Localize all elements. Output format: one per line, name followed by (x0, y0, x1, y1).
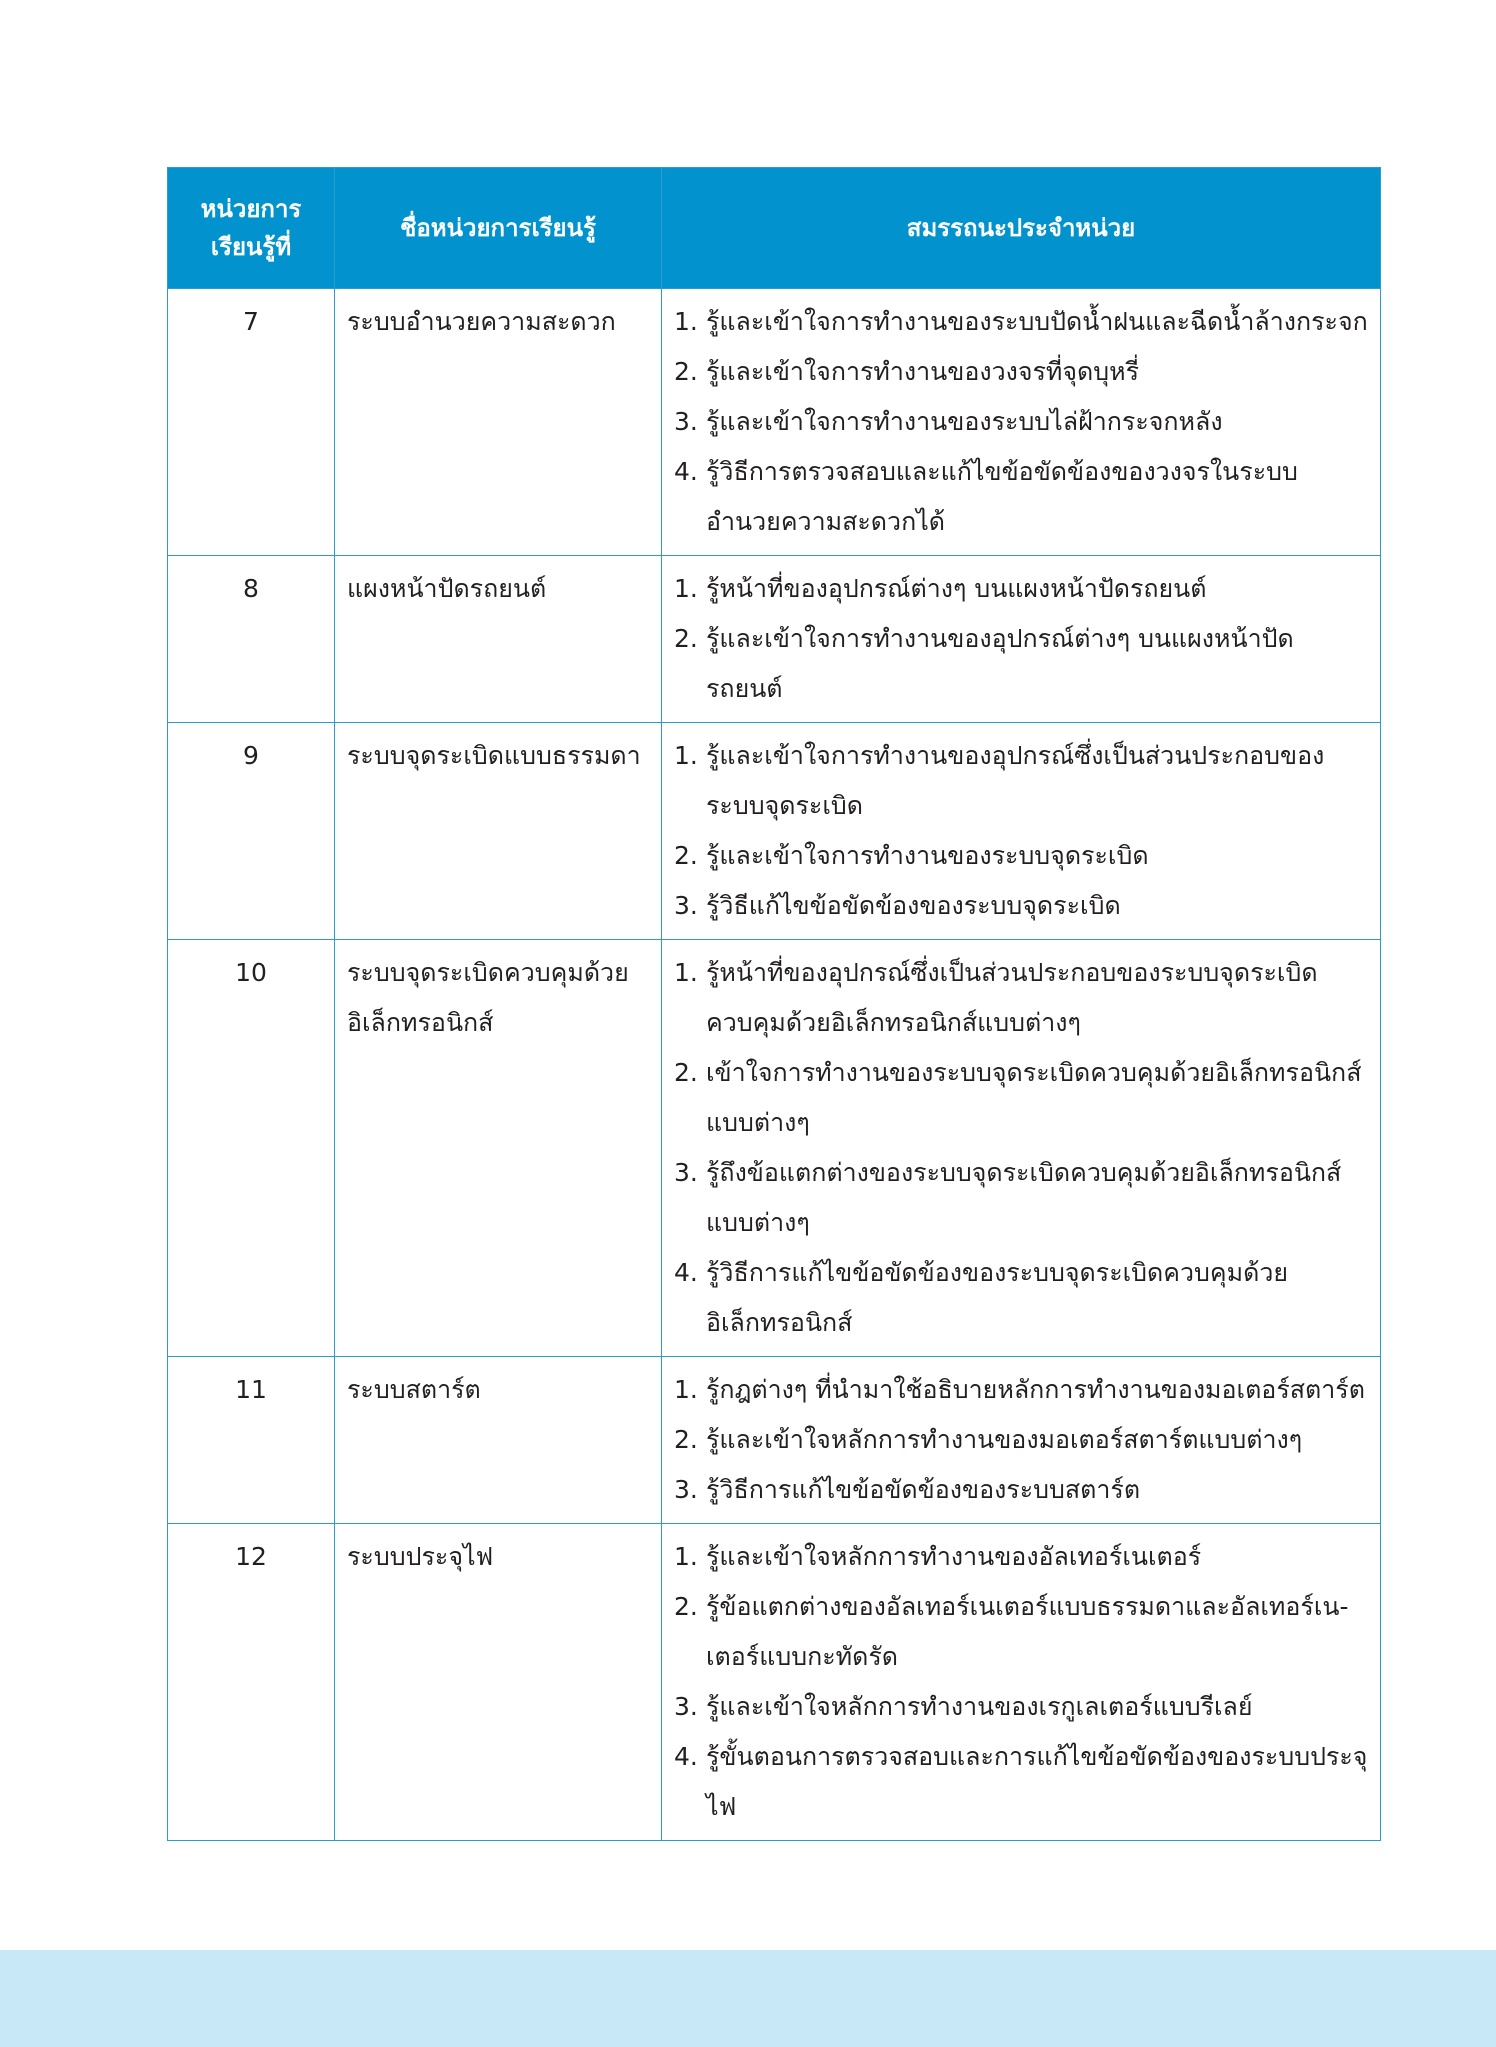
competency-item-number: 1. (674, 741, 698, 770)
competency-list (672, 1532, 1370, 1832)
competency-item-text: รู้และเข้าใจหลักการทำงานของมอเตอร์สตาร์ตแบบต่างๆ (706, 1425, 1303, 1454)
competency-item (672, 1365, 1370, 1415)
competency-item-number: 2. (674, 1425, 698, 1454)
competency-item-number: 1. (674, 574, 698, 603)
competency-item-number: 3. (674, 891, 698, 920)
competency-item-number: 1. (674, 1542, 698, 1571)
competency-item-number: 1. (674, 1375, 698, 1404)
header-competency: สมรรถนะประจำหน่วย (662, 168, 1381, 289)
competency-item-text: รู้และเข้าใจการทำงานของระบบปัดน้ำฝนและฉีดน้ำล้างกระจก (706, 307, 1368, 336)
competency-list-cell (662, 940, 1381, 1357)
competency-item-number: 2. (674, 841, 698, 870)
competency-item (672, 731, 1370, 831)
table-row (168, 1357, 1381, 1524)
competency-item-number: 3. (674, 1158, 698, 1187)
competency-item-number: 3. (674, 407, 698, 436)
competency-item-text: รู้วิธีการแก้ไขข้อขัดข้องของระบบสตาร์ต (706, 1475, 1141, 1504)
table-header-row (168, 168, 1381, 289)
competency-item (672, 1682, 1370, 1732)
unit-name: แผงหน้าปัดรถยนต์ (335, 556, 662, 723)
competency-table (167, 167, 1381, 1841)
competency-item-text: เข้าใจการทำงานของระบบจุดระเบิดควบคุมด้วยอิเล็กทรอนิกส์แบบต่างๆ (706, 1058, 1362, 1137)
competency-item (672, 1582, 1370, 1682)
competency-item (672, 1532, 1370, 1582)
competency-item-text: รู้และเข้าใจหลักการทำงานของอัลเทอร์เนเตอร์ (706, 1542, 1202, 1571)
competency-item-text: รู้ข้อแตกต่างของอัลเทอร์เนเตอร์แบบธรรมดาและอัลเทอร์เน-เตอร์แบบกะทัดรัด (706, 1592, 1349, 1671)
competency-list-cell (662, 289, 1381, 556)
competency-item-number: 1. (674, 307, 698, 336)
footer-band (0, 1950, 1496, 2047)
competency-item-text: รู้หน้าที่ของอุปกรณ์ซึ่งเป็นส่วนประกอบของระบบจุดระเบิดควบคุมด้วยอิเล็กทรอนิกส์แบบต่างๆ (706, 958, 1318, 1037)
table-row (168, 940, 1381, 1357)
header-unit-number (168, 168, 335, 289)
competency-list-cell (662, 556, 1381, 723)
competency-item-text: รู้วิธีการแก้ไขข้อขัดข้องของระบบจุดระเบิดควบคุมด้วยอิเล็กทรอนิกส์ (706, 1258, 1289, 1337)
competency-item-text: รู้หน้าที่ของอุปกรณ์ต่างๆ บนแผงหน้าปัดรถยนต์ (706, 574, 1207, 603)
competency-list (672, 564, 1370, 714)
competency-item-number: 2. (674, 624, 698, 653)
unit-name: ระบบจุดระเบิดควบคุมด้วยอิเล็กทรอนิกส์ (335, 940, 662, 1357)
table-row (168, 556, 1381, 723)
competency-item (672, 1465, 1370, 1515)
competency-item (672, 564, 1370, 614)
competency-item-text: รู้กฎต่างๆ ที่นำมาใช้อธิบายหลักการทำงานของมอเตอร์สตาร์ต (706, 1375, 1365, 1404)
competency-item (672, 1732, 1370, 1832)
competency-item-text: รู้วิธีการตรวจสอบและแก้ไขข้อขัดข้องของวงจรในระบบอำนวยความสะดวกได้ (706, 457, 1298, 536)
competency-item (672, 1248, 1370, 1348)
competency-item-text: รู้และเข้าใจหลักการทำงานของเรกูเลเตอร์แบบรีเลย์ (706, 1692, 1253, 1721)
competency-list (672, 948, 1370, 1348)
competency-item-text: รู้และเข้าใจการทำงานของระบบจุดระเบิด (706, 841, 1149, 870)
competency-item-number: 4. (674, 457, 698, 486)
header-unit-number-line1: หน่วยการ (200, 195, 302, 223)
unit-name: ระบบสตาร์ต (335, 1357, 662, 1524)
table-row (168, 1524, 1381, 1841)
competency-item-number: 2. (674, 1058, 698, 1087)
competency-item-number: 2. (674, 357, 698, 386)
competency-item (672, 1048, 1370, 1148)
competency-list (672, 731, 1370, 931)
competency-list-cell (662, 723, 1381, 940)
unit-name: ระบบอำนวยความสะดวก (335, 289, 662, 556)
competency-item-number: 3. (674, 1692, 698, 1721)
unit-number: 8 (168, 556, 335, 723)
competency-item-number: 4. (674, 1258, 698, 1287)
competency-item (672, 948, 1370, 1048)
table-row (168, 723, 1381, 940)
competency-item-text: รู้และเข้าใจการทำงานของอุปกรณ์ซึ่งเป็นส่วนประกอบของระบบจุดระเบิด (706, 741, 1325, 820)
competency-item (672, 831, 1370, 881)
competency-item-number: 1. (674, 958, 698, 987)
table-row (168, 289, 1381, 556)
competency-item-text: รู้วิธีแก้ไขข้อขัดข้องของระบบจุดระเบิด (706, 891, 1121, 920)
competency-item-text: รู้และเข้าใจการทำงานของระบบไล่ฝ้ากระจกหลัง (706, 407, 1223, 436)
unit-number: 7 (168, 289, 335, 556)
competency-item (672, 614, 1370, 714)
competency-item-text: รู้และเข้าใจการทำงานของอุปกรณ์ต่างๆ บนแผงหน้าปัดรถยนต์ (706, 624, 1294, 703)
header-unit-name: ชื่อหน่วยการเรียนรู้ (335, 168, 662, 289)
competency-list-cell (662, 1524, 1381, 1841)
competency-item-number: 2. (674, 1592, 698, 1621)
competency-list (672, 1365, 1370, 1515)
unit-number: 12 (168, 1524, 335, 1841)
header-unit-number-line2: เรียนรู้ที่ (210, 233, 292, 261)
competency-item-text: รู้และเข้าใจการทำงานของวงจรที่จุดบุหรี่ (706, 357, 1140, 386)
competency-item-number: 4. (674, 1742, 698, 1771)
unit-number: 10 (168, 940, 335, 1357)
competency-item (672, 297, 1370, 347)
competency-item (672, 397, 1370, 447)
competency-item (672, 1415, 1370, 1465)
unit-number: 11 (168, 1357, 335, 1524)
competency-item-text: รู้ขั้นตอนการตรวจสอบและการแก้ไขข้อขัดข้องของระบบประจุไฟ (706, 1742, 1368, 1821)
competency-item-number: 3. (674, 1475, 698, 1504)
competency-item (672, 347, 1370, 397)
unit-name: ระบบจุดระเบิดแบบธรรมดา (335, 723, 662, 940)
competency-list (672, 297, 1370, 547)
competency-item (672, 447, 1370, 547)
competency-list-cell (662, 1357, 1381, 1524)
unit-number: 9 (168, 723, 335, 940)
unit-name: ระบบประจุไฟ (335, 1524, 662, 1841)
competency-item-text: รู้ถึงข้อแตกต่างของระบบจุดระเบิดควบคุมด้วยอิเล็กทรอนิกส์แบบต่างๆ (706, 1158, 1342, 1237)
competency-item (672, 1148, 1370, 1248)
competency-item (672, 881, 1370, 931)
